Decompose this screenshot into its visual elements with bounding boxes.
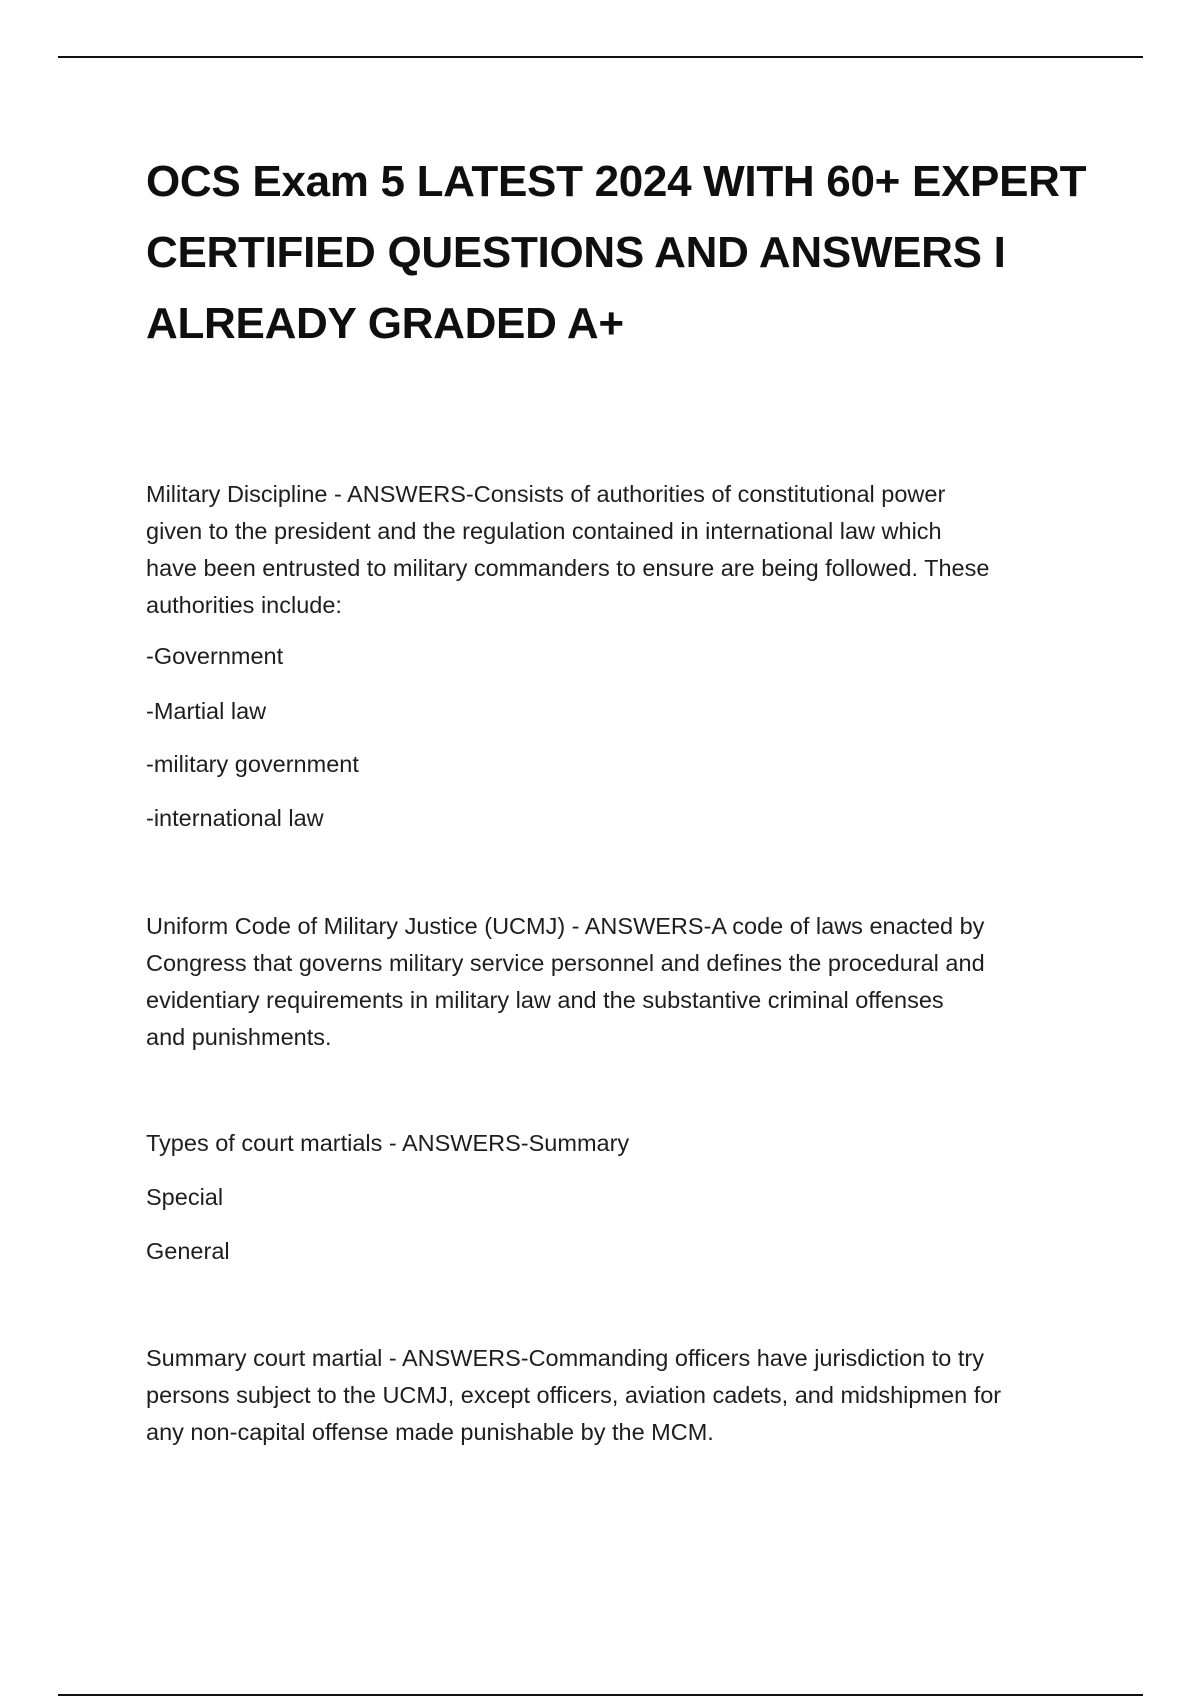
document-title (146, 146, 1106, 359)
entry-line: Uniform Code of Military Justice (UCMJ) - ANSWERS-A code of laws enacted by (146, 913, 985, 939)
entry-ucmj (146, 908, 1106, 1056)
entry-line: Congress that governs military service personnel and defines the procedural and (146, 950, 985, 976)
list-item: -Government (146, 643, 284, 669)
list-item: Special (146, 1184, 224, 1210)
entry-types-of-court-martials (146, 1125, 1106, 1162)
title-line: OCS Exam 5 LATEST 2024 WITH 60+ EXPERT (146, 157, 1087, 206)
entry-line: Summary court martial - ANSWERS-Commanding officers have jurisdiction to try (146, 1345, 984, 1371)
entry-line: have been entrusted to military commanders to ensure are being followed. These (146, 555, 990, 581)
entry-line: evidentiary requirements in military law and the substantive criminal offenses (146, 987, 944, 1013)
entry-line: and punishments. (146, 1024, 332, 1050)
entry-line: given to the president and the regulation contained in international law which (146, 518, 942, 544)
title-line: CERTIFIED QUESTIONS AND ANSWERS I (146, 228, 1006, 277)
entry-line: any non-capital offense made punishable by the MCM. (146, 1419, 714, 1445)
entry-military-discipline (146, 476, 1106, 624)
title-line: ALREADY GRADED A+ (146, 299, 624, 348)
list-item: General (146, 1238, 230, 1264)
entry-line: persons subject to the UCMJ, except officers, aviation cadets, and midshipmen for (146, 1382, 1002, 1408)
list-item: -military government (146, 751, 359, 777)
list-item: -international law (146, 805, 324, 831)
entry-line: authorities include: (146, 592, 342, 618)
entry-line: Types of court martials - ANSWERS-Summary (146, 1130, 630, 1156)
list-item: -Martial law (146, 698, 267, 724)
top-rule (58, 56, 1143, 58)
entry-line: Military Discipline - ANSWERS-Consists of authorities of constitutional power (146, 481, 946, 507)
entry-summary-court-martial (146, 1340, 1106, 1451)
bottom-rule (58, 1694, 1143, 1696)
